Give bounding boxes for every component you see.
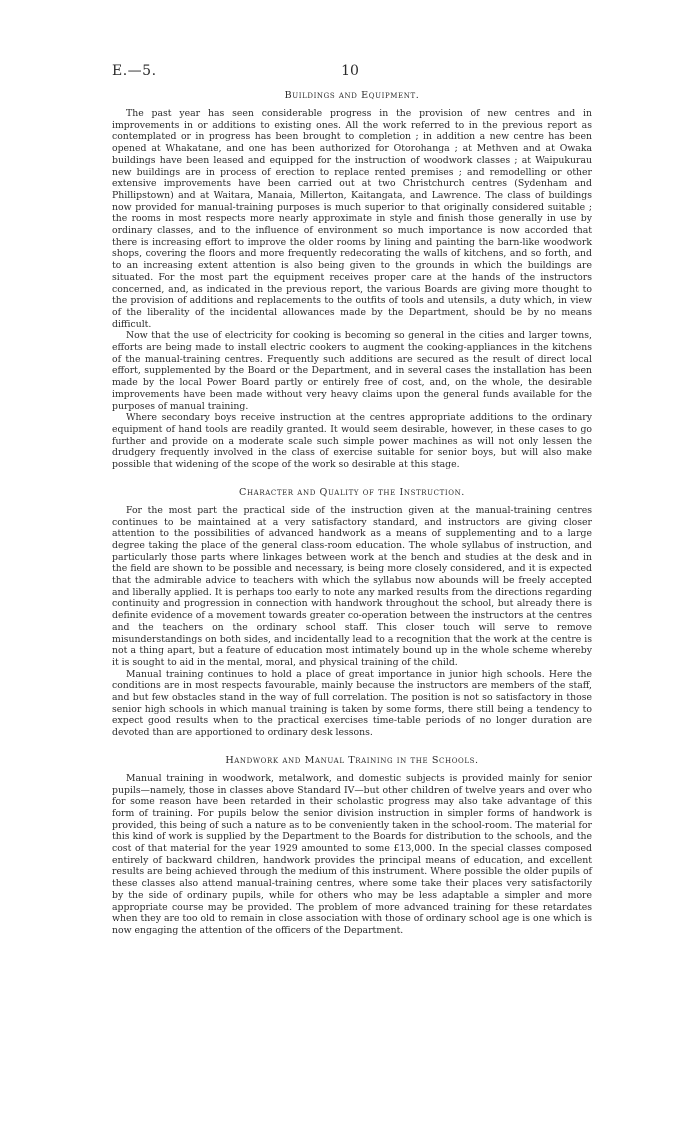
paragraph: Manual training in woodwork, metalwork, and domestic subjects is provided mainly for senior pupils—namely, those in classes above Standard IV—but other children of twelve years and over who for some reason have been retarded in their scholastic progress may also take advantage of this form of training. For pupils below the senior division instruction in simpler forms of handwork is provided, this being of such a nature as to be conveniently taken in the school-room. The material for this kind of work is supplied by the Department to the Boards for distribution to the schools, and the cost of that material for the year 1929 amounted to some £13,000. In the special classes composed entirely of backward children, handwork provides the principal means of education, and excellent results are being achieved through the medium of this instrument. Where possible the older pupils of these classes also attend manual-training centres, where some take their places very satisfactorily by the side of ordinary pupils, while for others who may be less adaptable a simpler and more appropriate course may be provided. The problem of more advanced training for these retardates when they are too old to remain in close association with those of ordinary school age is one which is now engaging the attention of the officers of the Department. bbox=[112, 772, 592, 936]
section-handwork-and-manual-training bbox=[112, 755, 592, 937]
paragraph: Now that the use of electricity for cooking is becoming so general in the cities and larger towns, efforts are being made to install electric cookers to augment the cooking-appliances in the kitchens of the manual-training centres. Frequently such additions are secured as the result of direct local effort, supplemented by the Board or the Department, and in several cases the installation has been made by the local Power Board partly or entirely free of cost, and, on the whole, the desirable improvements have been made without very heavy claims upon the general funds available for the purposes of manual training. bbox=[112, 330, 592, 412]
section-heading: Handwork and Manual Training in the Schools. bbox=[225, 754, 479, 766]
paragraph: For the most part the practical side of the instruction given at the manual-training centres continues to be maintained at a very satisfactory standard, and instructors are giving closer attention to the possibilities of advanced handwork as a means of supplementing and to a large degree taking the place of the general class-room education. The whole syllabus of instruction, and particularly those parts where linkages between work at the bench and studies at the desk and in the field are shown to be possible and necessary, is being more closely considered, and it is expected that the admirable advice to teachers with which the syllabus now abounds will be freely accepted and liberally applied. It is perhaps too early to note any marked results from the directions regarding continuity and progression in connection with handwork throughout the school, but already there is definite evidence of a movement towards greater co-operation between the instructors at the centres and the teachers on the ordinary school staff. This closer touch will serve to remove misunderstandings on both sides, and incidentally lead to a recognition that the work at the centre is not a thing apart, but a feature of education most intimately bound up in the whole scheme whereby it is sought to aid in the mental, moral, and physical training of the child. bbox=[112, 504, 592, 668]
report-code: E.—5. bbox=[112, 63, 157, 79]
paragraph: The past year has seen considerable progress in the provision of new centres and in improvements in or additions to existing ones. All the work referred to in the previous report as contemplated or in progress has been brought to completion ; in addition a new centre has been opened at Whakatane, and one has been authorized for Otorohanga ; at Methven and at Owaka buildings have been leased and equipped for the instruction of woodwork classes ; at Waipukurau new buildings are in process of erection to replace rented premises ; and remodelling or other extensive improvements have been carried out at two Christchurch centres (Sydenham and Phillipstown) and at Waitara, Manaia, Millerton, Kaitangata, and Lawrence. The class of buildings now provided for manual-training purposes is much superior to that originally considered suitable ; the rooms in most respects more nearly approximate in style and finish those generally in use by ordinary classes, and to the influence of environment so much importance is now accorded that there is increasing effort to improve the older rooms by lining and painting the barn-like woodwork shops, covering the floors and more frequently redecorating the walls of kitchens, and so forth, and to an increasing extent attention is also being given to the grounds in which the buildings are situated. For the most part the equipment receives proper care at the hands of the instructors concerned, and, as indicated in the previous report, the various Boards are giving more thought to the provision of additions and replacements to the outfits of tools and utensils, a duty which, in view of the liberality of the incidental allowances made by the Department, should be by no means difficult. bbox=[112, 108, 592, 330]
paragraph: Where secondary boys receive instruction at the centres appropriate additions to the ordinary equipment of hand tools are readily granted. It would seem desirable, however, in these cases to go further and provide on a moderate scale such simple power machines as will not only lessen the drudgery frequently involved in the class of exercise suitable for senior boys, but will also make possible that widening of the scope of the work so desirable at this stage. bbox=[112, 412, 592, 471]
section-buildings-and-equipment bbox=[112, 90, 592, 471]
page-number: 10 bbox=[341, 63, 359, 79]
section-character-and-quality bbox=[112, 487, 592, 739]
page-body bbox=[112, 90, 592, 937]
section-heading: Buildings and Equipment. bbox=[284, 90, 420, 101]
section-heading: Character and Quality of the Instruction. bbox=[239, 486, 465, 498]
paragraph: Manual training continues to hold a place of great importance in junior high schools. Here the conditions are in most respects favourable, mainly because the instructors are members of the staff, and but few obstacles stand in the way of full correlation. The position is not so satisfactory in those senior high schools in which manual training is taken by some forms, there still being a tendency to expect good results when to the practical exercises time-table periods of no longer duration are devoted than are apportioned to ordinary desk lessons. bbox=[112, 668, 592, 739]
